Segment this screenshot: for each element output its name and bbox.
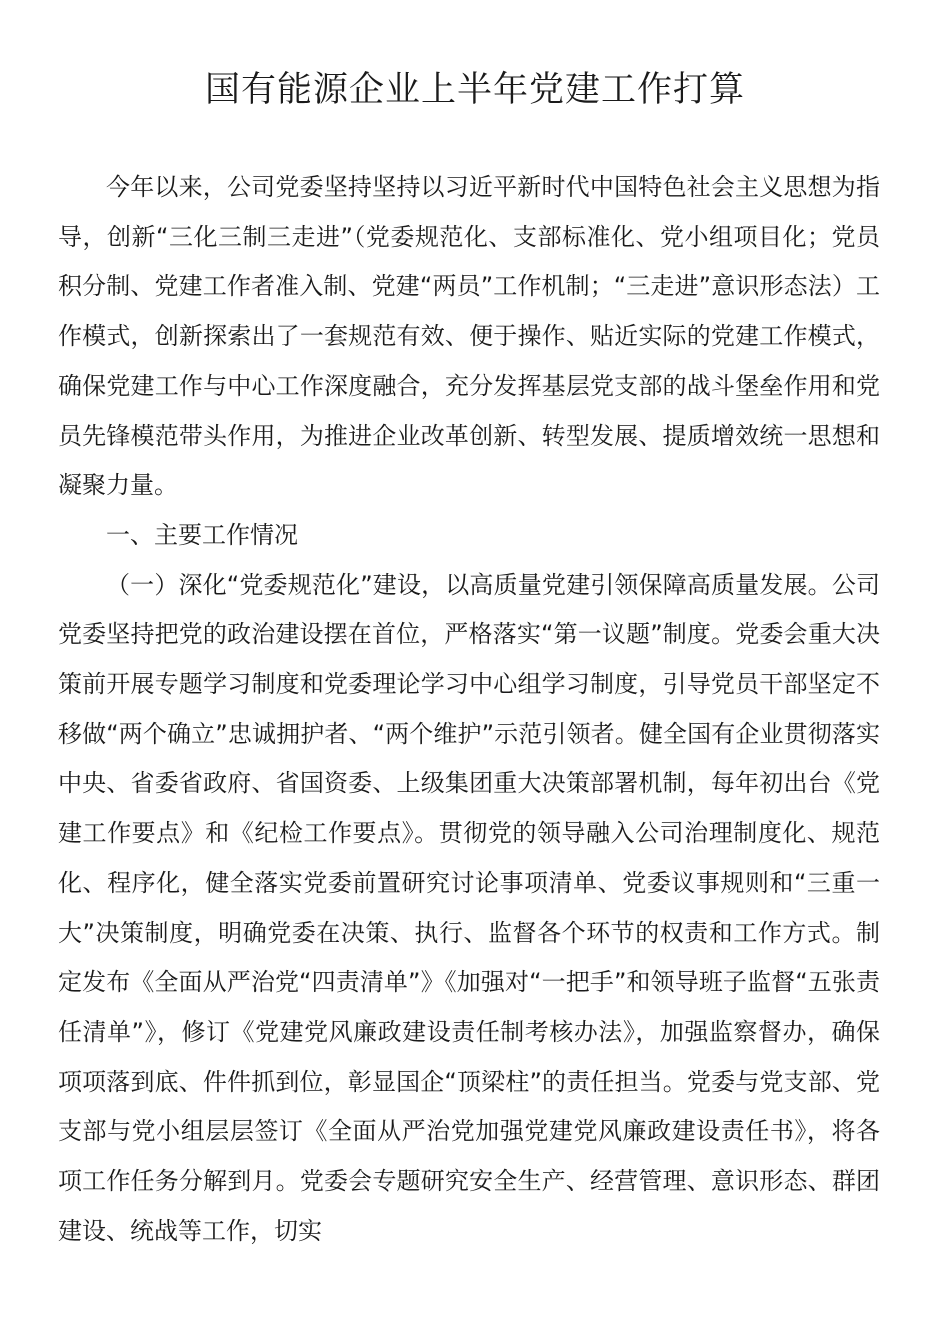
body-paragraph: （一）深化“党委规范化”建设，以高质量党建引领保障高质量发展。公司党委坚持把党的政治建设摆在首位，严格落实“第一议题”制度。党委会重大决策前开展专题学习制度和党委理论学习中心组学习制度，引导党员干部坚定不移做“两个确立”忠诚拥护者、“两个维护”示范引领者。健全国有企业贯彻落实中央、省委省政府、省国资委、上级集团重大决策部署机制，每年初出台《党建工作要点》和《纪检工作要点》。贯彻党的领导融入公司治理制度化、规范化、程序化，健全落实党委前置研究讨论事项清单、党委议事规则和“三重一大”决策制度，明确党委在决策、执行、监督各个环节的权责和工作方式。制定发布《全面从严治党“四责清单”》《加强对“一把手”和领导班子监督“五张责任清单”》，修订《党建党风廉政建设责任制考核办法》，加强监察督办，确保项项落到底、件件抓到位，彰显国企“顶梁柱”的责任担当。党委与党支部、党支部与党小组层层签订《全面从严治党加强党建党风廉政建设责任书》，将各项工作任务分解到月。党委会专题研究安全生产、经营管理、意识形态、群团建设、统战等工作，切实: [58, 570, 880, 1245]
body-paragraph: 今年以来，公司党委坚持坚持以习近平新时代中国特色社会主义思想为指导，创新“三化三制三走进”（党委规范化、支部标准化、党小组项目化；党员积分制、党建工作者准入制、党建“两员”工作机制；“三走进”意识形态法）工作模式，创新探索出了一套规范有效、便于操作、贴近实际的党建工作模式，确保党建工作与中心工作深度融合，充分发挥基层党支部的战斗堡垒作用和党员先锋模范带头作用，为推进企业改革创新、转型发展、提质增效统一思想和凝聚力量。: [58, 173, 880, 500]
document-title: 国有能源企业上半年党建工作打算: [204, 70, 745, 110]
section-heading: 一、主要工作情况: [106, 520, 298, 549]
document-body: [58, 163, 880, 1256]
